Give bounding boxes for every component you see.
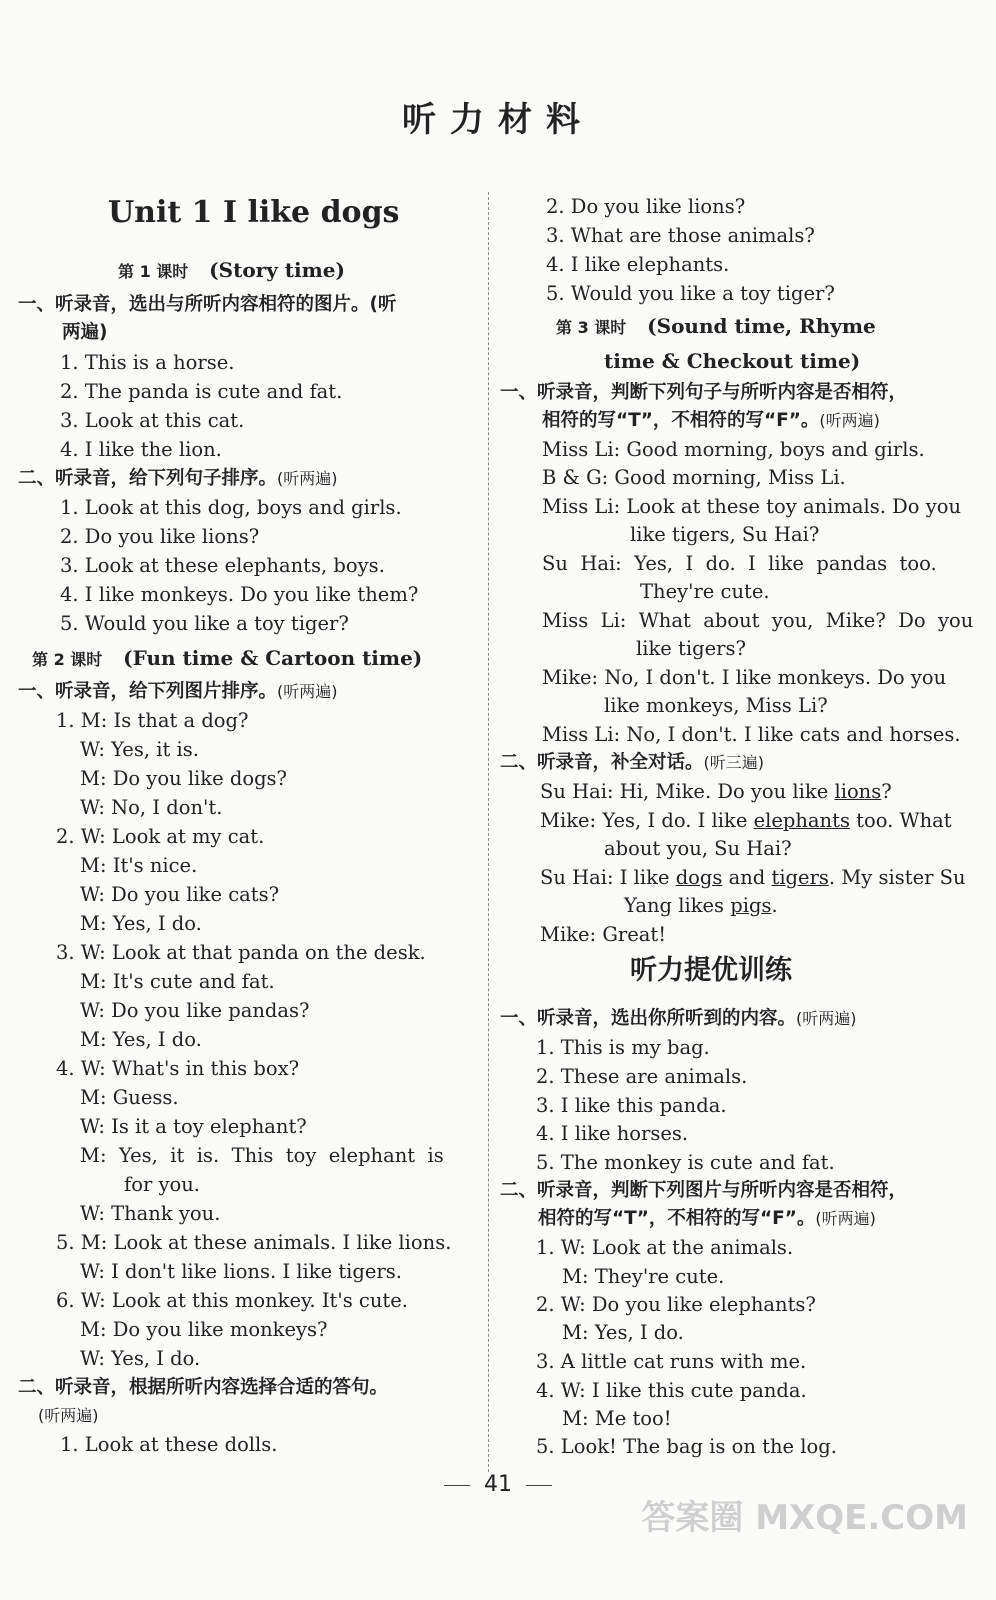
dialogue-line: like tigers, Su Hai? [630, 523, 820, 546]
dialogue-line: M: Do you like monkeys? [80, 1318, 328, 1341]
lesson-2-subtitle: (Fun time & Cartoon time) [123, 646, 423, 670]
page-title: 听力材料 [402, 100, 594, 140]
dialogue-line: like monkeys, Miss Li? [604, 694, 828, 717]
dialogue-text: too. What [849, 809, 952, 832]
blank-answer: lions [834, 780, 882, 803]
dialogue-text: Su Hai: Hi, Mike. Do you like [540, 780, 835, 803]
dialogue-line: 2. W: Do you like elephants? [536, 1293, 816, 1316]
dialogue-line: M: Guess. [80, 1086, 179, 1109]
dialogue-line: M: Yes, I do. [80, 1028, 202, 1051]
dialogue-line: M: Do you like dogs? [80, 767, 288, 790]
watermark-logo: 答案圈 MXQE.COM [641, 1498, 968, 1538]
list-item: 2. The panda is cute and fat. [60, 380, 343, 403]
dialogue-line [540, 808, 952, 834]
dialogue-line [540, 865, 966, 891]
section-heading-cont [542, 408, 880, 434]
dialogue-line [540, 779, 892, 805]
list-item: 3. What are those animals? [546, 224, 815, 247]
dialogue-line: 4. W: What's in this box? [56, 1057, 300, 1080]
dialogue-line: W: Yes, it is. [80, 738, 199, 761]
unit-title: Unit 1 I like dogs [108, 195, 400, 230]
dialogue-line: M: Me too! [562, 1407, 672, 1430]
list-item: 5. The monkey is cute and fat. [536, 1151, 835, 1174]
dialogue-line: Su Hai: Yes, I do. I like pandas too. [542, 552, 937, 575]
dialogue-text: . My sister Su [828, 866, 966, 889]
dialogue-line: M: They're cute. [562, 1265, 725, 1288]
dialogue-line: 1. M: Is that a dog? [56, 709, 249, 732]
section-heading [18, 679, 338, 705]
dialogue-line: W: I don't like lions. I like tigers. [80, 1260, 402, 1283]
section-heading: 二、听录音，根据所听内容选择合适的答句。 [18, 1377, 389, 1398]
list-item: 4. I like elephants. [546, 253, 730, 276]
section-title: 二、听录音，补全对话。 [500, 752, 704, 773]
lesson-1-label: 第 1 课时 [118, 262, 189, 281]
list-item: 3. Look at this cat. [60, 409, 245, 432]
section-title: 二、听录音，给下列句子排序。 [18, 468, 278, 489]
dialogue-text: Mike: Yes, I do. I like [540, 809, 754, 832]
lesson-2-label: 第 2 课时 [32, 650, 103, 669]
dialogue-line: W: Yes, I do. [80, 1347, 201, 1370]
dialogue-text: Yang likes [624, 894, 731, 917]
dialogue-text: and [722, 866, 772, 889]
dialogue-line: B & G: Good morning, Miss Li. [542, 466, 846, 489]
list-item: 4. I like horses. [536, 1122, 689, 1145]
section-note [38, 1403, 99, 1429]
list-item: 1. Look at this dog, boys and girls. [60, 496, 402, 519]
dialogue-line: W: Do you like cats? [80, 883, 280, 906]
lesson-3-subtitle: (Sound time, Rhyme [647, 314, 876, 338]
list-item: 1. This is a horse. [60, 351, 235, 374]
section-heading-cont [538, 1206, 876, 1232]
section-note: (听两遍) [815, 1209, 876, 1228]
section-note: (听两遍) [819, 411, 880, 430]
dialogue-text: Su Hai: I like [540, 866, 676, 889]
dialogue-line: 5. M: Look at these animals. I like lions. [56, 1231, 452, 1254]
dialogue-line: Mike: Great! [540, 923, 667, 946]
dialogue-line: W: Do you like pandas? [80, 999, 310, 1022]
training-title: 听力提优训练 [630, 955, 792, 986]
lesson-3-subtitle-cont: time & Checkout time) [604, 349, 861, 373]
blank-answer: pigs [730, 894, 772, 917]
blank-answer: dogs [675, 866, 723, 889]
list-item: 2. These are animals. [536, 1065, 748, 1088]
dialogue-line: 3. W: Look at that panda on the desk. [56, 941, 426, 964]
list-item: 3. Look at these elephants, boys. [60, 554, 385, 577]
column-divider [488, 192, 489, 1472]
dialogue-line: M: It's cute and fat. [80, 970, 275, 993]
section-heading [18, 466, 338, 492]
section-title: 相符的写“T”，不相符的写“F”。 [538, 1208, 816, 1229]
dialogue-line: Miss Li: Look at these toy animals. Do you [542, 495, 962, 518]
dialogue-line: W: No, I don't. [80, 796, 223, 819]
dialogue-text: . [771, 894, 778, 917]
dialogue-line: for you. [124, 1173, 200, 1196]
blank-answer: elephants [753, 809, 850, 832]
dialogue-line: M: Yes, I do. [562, 1321, 684, 1344]
dialogue-line: about you, Su Hai? [604, 837, 792, 860]
page-number-text: 41 [484, 1472, 512, 1497]
dialogue-line: 2. W: Look at my cat. [56, 825, 265, 848]
list-item: 3. I like this panda. [536, 1094, 727, 1117]
section-heading [500, 750, 764, 776]
section-note: (听两遍) [796, 1009, 857, 1028]
dialogue-line: M: Yes, I do. [80, 912, 202, 935]
dialogue-line: They're cute. [640, 580, 770, 603]
section-title: 一、听录音，选出你所听到的内容。 [500, 1008, 797, 1029]
dialogue-line: 4. W: I like this cute panda. [536, 1379, 807, 1402]
section-title: 相符的写“T”，不相符的写“F”。 [542, 410, 820, 431]
section-heading [500, 1006, 857, 1032]
section-heading: 二、听录音，判断下列图片与所听内容是否相符， [500, 1180, 908, 1201]
lesson-1-subtitle: (Story time) [209, 258, 345, 282]
lesson-1-heading [118, 257, 345, 285]
section-note: (听三遍) [703, 753, 765, 772]
dialogue-line: 1. W: Look at the animals. [536, 1236, 794, 1259]
dialogue-text: ? [881, 780, 892, 803]
dialogue-line: W: Is it a toy elephant? [80, 1115, 307, 1138]
dialogue-line: 3. A little cat runs with me. [536, 1350, 807, 1373]
section-heading: 一、听录音，判断下列句子与所听内容是否相符， [500, 382, 908, 403]
list-item: 5. Would you like a toy tiger? [60, 612, 349, 635]
dialogue-line: 5. Look! The bag is on the log. [536, 1435, 837, 1458]
section-title: 一、听录音，给下列图片排序。 [18, 681, 278, 702]
section-heading: 一、听录音，选出与所听内容相符的图片。(听 [18, 294, 397, 315]
section-note-text: (听两遍) [38, 1406, 99, 1425]
lesson-2-heading [32, 645, 422, 673]
lesson-3-heading [556, 313, 876, 341]
dialogue-line: M: Yes, it is. This toy elephant is [80, 1144, 444, 1167]
list-item: 1. Look at these dolls. [60, 1433, 278, 1456]
lesson-3-label: 第 3 课时 [556, 318, 627, 337]
list-item: 4. I like the lion. [60, 438, 222, 461]
dialogue-line [624, 893, 778, 919]
dialogue-line: W: Thank you. [80, 1202, 221, 1225]
list-item: 1. This is my bag. [536, 1036, 710, 1059]
dialogue-line: M: It's nice. [80, 854, 198, 877]
list-item: 2. Do you like lions? [60, 525, 260, 548]
dialogue-line: like tigers? [636, 637, 746, 660]
dialogue-line: Miss Li: What about you, Mike? Do you [542, 609, 974, 632]
blank-answer: tigers [771, 866, 829, 889]
list-item: 5. Would you like a toy tiger? [546, 282, 835, 305]
section-note: (听两遍) [277, 682, 338, 701]
dialogue-line: Mike: No, I don't. I like monkeys. Do you [542, 666, 947, 689]
dialogue-line: Miss Li: Good morning, boys and girls. [542, 438, 925, 461]
list-item: 4. I like monkeys. Do you like them? [60, 583, 419, 606]
dialogue-line: Miss Li: No, I don't. I like cats and horses. [542, 723, 961, 746]
section-note: (听两遍) [277, 469, 338, 488]
list-item: 2. Do you like lions? [546, 195, 746, 218]
dialogue-line: 6. W: Look at this monkey. It's cute. [56, 1289, 408, 1312]
section-heading-cont: 两遍) [62, 322, 108, 343]
